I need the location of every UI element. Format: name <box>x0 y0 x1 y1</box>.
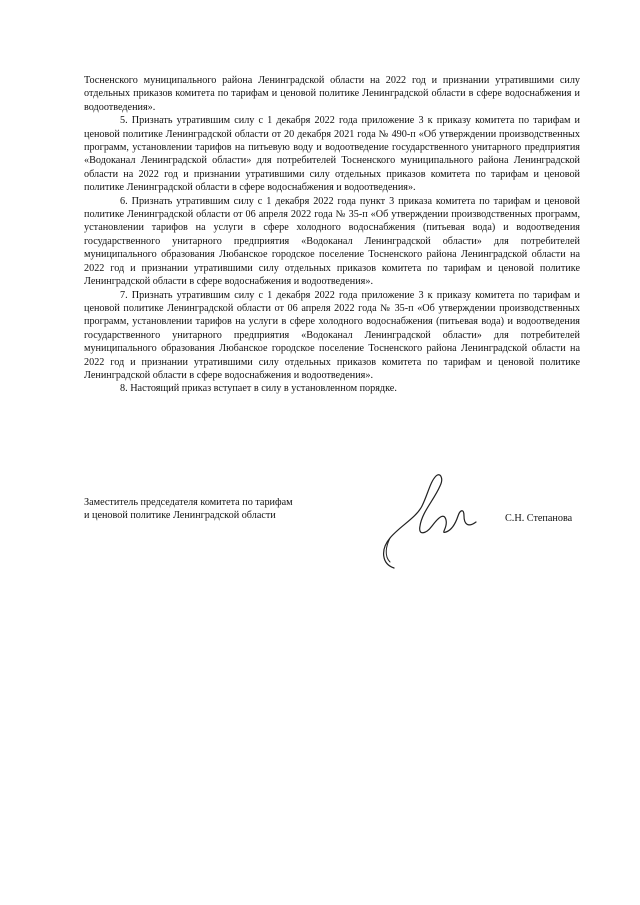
document-body <box>84 74 580 396</box>
paragraph-item-7: 7. Признать утратившим силу с 1 декабря 2022 года приложение 3 к приказу комитета по тарифам и ценовой политике Ленинградской области от 06 апреля 2022 года № 35-п «Об утверждении производственных программ, установлении тарифов на услуги в сфере холодного водоснабжения (питьевая вода) и водоотведения государственного унитарного предприятия «Водоканал Ленинградской области» для потребителей муниципального образования Любанское городское поселение Тосненского района Ленинградской области на 2022 год и признании утратившими силу отдельных приказов комитета по тарифам и ценовой политике Ленинградской области в сфере водоснабжения и водоотведения». <box>84 289 580 381</box>
signature-block <box>84 496 584 576</box>
paragraph-item-6: 6. Признать утратившим силу с 1 декабря 2022 года пункт 3 приказа комитета по тарифам и ценовой политике Ленинградской области от 06 апреля 2022 года № 35-п «Об утверждении производственных программ, установлении тарифов на услуги в сфере холодного водоснабжения (питьевая вода) и водоотведения государственного унитарного предприятия «Водоканал Ленинградской области» для потребителей муниципального образования Любанское городское поселение Тосненского района Ленинградской области на 2022 год и признании утратившими силу отдельных приказов комитета по тарифам и ценовой политике Ленинградской области в сфере водоснабжения и водоотведения». <box>84 195 580 288</box>
paragraph-continuation: Тосненского муниципального района Ленинградской области на 2022 год и признании утратившими силу отдельных приказов комитета по тарифам и ценовой политике Ленинградской области в сфере водоснабжения и водоотведения». <box>84 75 580 113</box>
paragraph-item-8: 8. Настоящий приказ вступает в силу в установленном порядке. <box>120 383 397 395</box>
handwritten-signature-icon <box>360 472 480 576</box>
signatory-title-line-1: Заместитель председателя комитета по тарифам <box>84 497 293 508</box>
signatory-name: С.Н. Степанова <box>505 513 573 524</box>
paragraph-item-5: 5. Признать утратившим силу с 1 декабря 2022 года приложение 3 к приказу комитета по тарифам и ценовой политике Ленинградской области от 20 декабря 2021 года № 490-п «Об утверждении производственных программ, установлении тарифов на питьевую воду и водоотведение государственного унитарного предприятия «Водоканал Ленинградской области» для потребителей Тосненского муниципального района Ленинградской области на 2022 год и признании утратившими силу отдельных приказов комитета по тарифам и ценовой политике Ленинградской области в сфере водоснабжения и водоотведения». <box>84 115 580 194</box>
signatory-title-line-2: и ценовой политике Ленинградской области <box>84 510 276 522</box>
signatory-title <box>84 496 354 523</box>
